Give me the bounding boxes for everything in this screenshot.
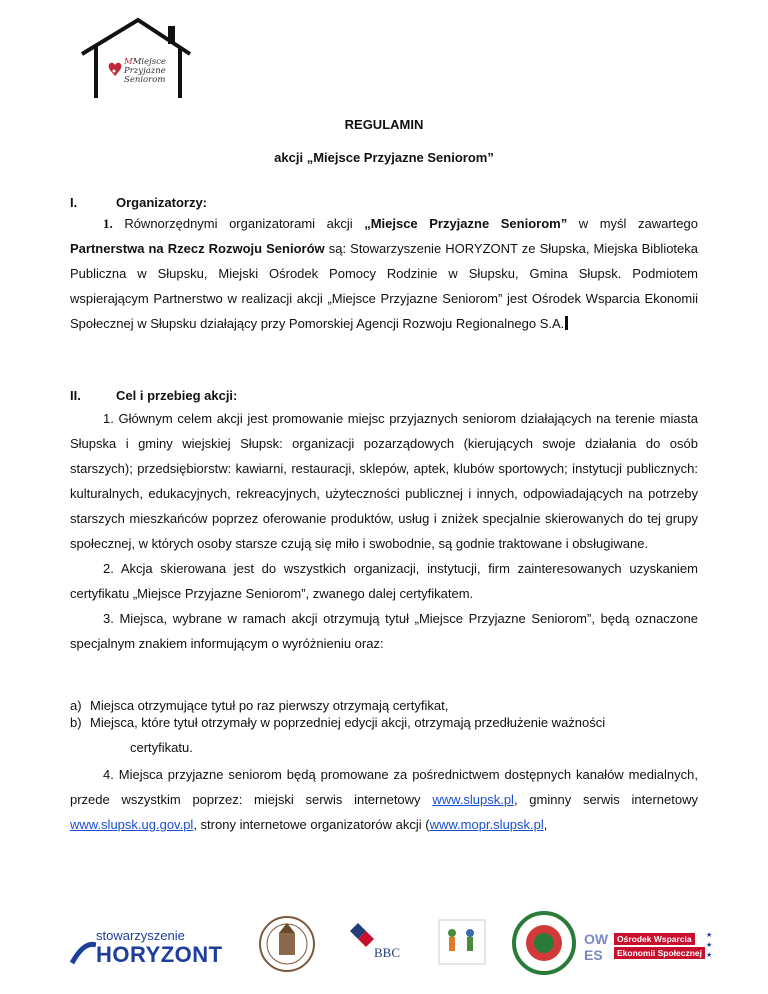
section-1-title: Organizatorzy: [116,195,208,210]
section-1-paragraph-1: 1. Równorzędnymi organizatorami akcji „Miejsce Przyjazne Seniorom” w myśl zawartego Partnerstwa na Rzecz Rozwoju Seniorów są: Stowarzyszenie HORYZONT ze Słupska, Miejska Biblioteka Publiczna w Słupsku, Miejski Ośrodek Pomocy Rodzinie w Słupsku, Gmina Słupsk. Podmiotem wspierającym Partnerstwo w realizacji akcji „Miejsce Przyjazne Seniorom” jest Ośrodek Wsparcia Ekonomii Społecznej w Słupsku działający przy Pomorskiej Agencji Rozwoju Regionalnego S.A. [70,216,699,331]
section-1-number: I. [70,195,78,210]
logo-line-1: Miejsce [132,57,166,67]
section-2-paragraph-3: 3. Miejsca, wybrane w ramach akcji otrzymują tytuł „Miejsce Przyjazne Seniorom”, będą oznaczone specjalnym znakiem informującym o wyróżnieniu oraz: [70,611,698,651]
owes-logo: OW ES Ośrodek Wsparcia Ekonomii Społecznej ★ ★ ★ [584,931,713,963]
document-subtitle: akcji „Miejsce Przyjazne Seniorom” [274,150,494,165]
link-slupsk-ug-gov-pl[interactable]: www.slupsk.ug.gov.pl [70,817,194,832]
library-seal-logo [258,915,316,978]
section-2-paragraph-1: 1. Głównym celem akcji jest promowanie miejsc przyjaznych seniorom działających na terenie miasta Słupska i gminy wiejskiej Słupsk: organizacji pozarządowych (kierujących swoje działania do osób starszych); przedsiębiorstw: kawiarni, restauracji, sklepów, aptek, klubów sportowych; instytucji publicznych: kulturalnych, edukacyjnych, rekreacyjnych, użyteczności publicznej i innych, odpowiadających na potrzeby starszych mieszkańców poprzez oferowanie produktów, usług i zniżek specjalnie skierowanych do tej grupy społecznej, w których osoby starsze czują się miło i swobodnie, są godnie traktowane i obsługiwane. [70,411,698,551]
logo-line-3: Seniorom [124,75,166,85]
green-circle-emblem-icon [512,911,576,975]
section-2-list [70,697,698,731]
horyzont-logo: stowarzyszenie HORYZONT [70,929,200,969]
list-item: a) Miejsca otrzymujące tytuł po raz pierwszy otrzymają certyfikat, [70,698,449,713]
library-building-icon [258,915,316,973]
list-item: b) Miejsca, które tytuł otrzymały w poprzedniej edycji akcji, otrzymają przedłużenie ważności [70,715,606,730]
bbc-diamond-icon [350,923,376,949]
children-drawing-icon [438,919,486,965]
document-title: REGULAMIN [344,117,424,132]
text-cursor [565,316,568,330]
horyzont-arc-icon [70,939,96,965]
logo-line-2: Przyjazne [124,66,166,76]
section-1-heading [70,195,207,210]
partner-logos-footer: stowarzyszenie HORYZONT BBC OW ES Ośrodek Wsparcia Ekonomii Społecznej ★ ★ ★ [0,905,768,985]
section-2-number: II. [70,388,81,403]
section-2-title: Cel i przebieg akcji: [116,388,238,403]
eu-stars-icon: ★ ★ ★ [706,932,713,959]
section-2-heading [70,388,237,403]
section-2-paragraph-2: 2. Akcja skierowana jest do wszystkich organizacji, instytucji, firm zainteresowanych uzyskaniem certyfikatu „Miejsce Przyjazne Seniorom”, zwanego dalej certyfikatem. [70,561,698,601]
kids-logo [438,919,486,970]
link-mopr-slupsk-pl[interactable]: www.mopr.slupsk.pl [429,817,544,832]
list-continuation: certyfikatu. [130,740,193,755]
section-2-paragraph-4: 4. Miejsca przyjazne seniorom będą promowane za pośrednictwem dostępnych kanałów medialnych, przede wszystkim poprzez: miejski serwis internetowy www.slupsk.pl, gminny serwis internetowy www.slupsk.ug.gov.pl, strony internetowe organizatorów akcji (www.mopr.slupsk.pl, [70,767,698,832]
link-slupsk-pl[interactable]: www.slupsk.pl [432,792,514,807]
miejsce-przyjazne-seniorom-logo [76,14,196,100]
logo-caption: MMiejsce Przyjazne Seniorom [124,57,166,85]
eco-circle-logo [512,911,576,980]
section-2-body [70,406,698,656]
section-1-body [70,211,698,336]
